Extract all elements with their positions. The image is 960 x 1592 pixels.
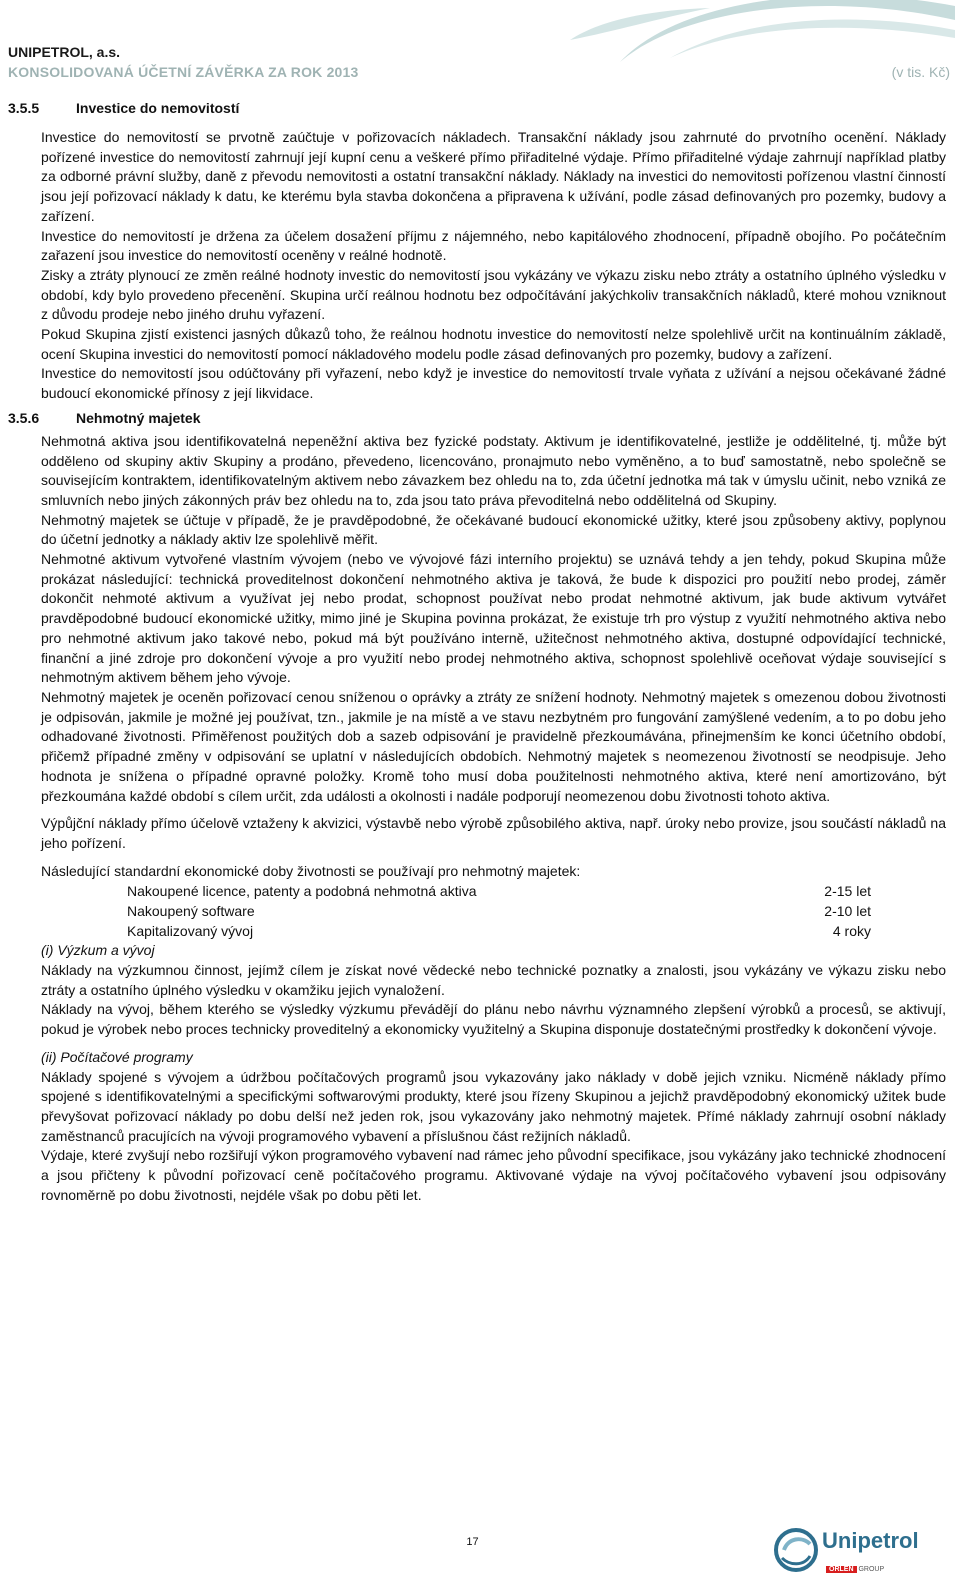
paragraph: Nehmotný majetek je oceněn pořizovací cenou sníženou o oprávky a ztráty ze snížení hodnoty. Nehmotný majetek s omezenou dobou životnosti je odpisován, jakmile je možné jej používat, tzn., jakmile je na místě a ve stavu nezbytném pro fungování zamýšlené vedením, a to po dobu jeho odhadované životnosti. Přiměřenost použitých dob a sazeb odpisování je pravidelně přezkoumávána, přinejmenším ke konci účetního období, přičemž případné změny v odpisování se uplatní v následujících obdobích. Nehmotný majetek s neomezenou životností se neodpisuje. Jeho hodnota je snížena o případné opravné položky. Kromě toho musí doba použitelnosti nehmotného aktiva, které není amortizováno, být přezkoumána každé období s cílem určit, zda události a okolnosti i nadále podporují neomezenou dobu životnosti tohoto aktiva.	[41, 688, 946, 804]
header-swoosh-graphic	[560, 0, 960, 70]
section-heading-3-5-5	[0, 98, 960, 118]
paragraph: Zisky a ztráty plynoucí ze změn reálné hodnoty investic do nemovitostí jsou vykázány ve výkazu zisku nebo ztráty a ostatního úplného výsledku v období, kdy bylo provedeno přecenění. Skupina určí reálnou hodnotu bez odpočítávání jakýchkoliv transakčních nákladů, které mohou vzniknout z důvodu prodeje nebo jiného druhu vyřazení.	[41, 266, 946, 323]
life-value: 4 roky	[832, 923, 871, 940]
section-3-5-6-text	[41, 432, 946, 881]
table-row	[127, 901, 871, 921]
company-name: UNIPETROL, a.s.	[8, 44, 121, 60]
section-title: Nehmotný majetek	[76, 409, 201, 426]
section-title: Investice do nemovitostí	[76, 100, 240, 116]
paragraph: Investice do nemovitostí je držena za účelem dosažení příjmu z nájemného, nebo kapitálového zhodnocení, případně obojího. Po počátečním zařazení jsou investice do nemovitostí oceněny v reálné hodnotě.	[41, 227, 946, 264]
paragraph: Náklady na výzkumnou činnost, jejímž cílem je získat nové vědecké nebo technické poznatky a znalosti, jsou vykázány ve výkazu zisku nebo ztráty a ostatního úplného výsledku v okamžiku jejich vynaložení.	[41, 962, 946, 998]
section-heading-3-5-6	[0, 408, 960, 428]
section-3-5-5-text	[41, 128, 946, 404]
group-label: GROUP	[858, 1566, 885, 1573]
page-number: 17	[466, 1536, 479, 1548]
paragraph: Nehmotná aktiva jsou identifikovatelná nepeněžní aktiva bez fyzické podstaty. Aktivum je identifikovatelné, jestliže je oddělitelné, tj. může být odděleno od skupiny aktiv Skupiny a prodáno, převedeno, licencováno, pronajmuto nebo vyměněno, a to buď samostatně, nebo společně se souvisejícím kontraktem, identifikovatelným aktivem nebo závazkem bez ohledu na to, zda účetní jednotka má tak v úmyslu učinit, nebo vzniká ze smluvních nebo jiných zákonných práv bez ohledu na to, zda jsou tato práva převoditelná nebo oddělitelná od Skupiny.	[41, 432, 946, 508]
life-label: Nakoupený software	[127, 903, 255, 920]
subsection-title: (i) Výzkum a vývoj	[41, 942, 155, 959]
paragraph: Nehmotné aktivum vytvořené vlastním vývojem (nebo ve vývojové fázi interního projektu) se uznává tehdy a jen tehdy, pokud Skupina může prokázat následující: technická proveditelnost dokončení nehmotného aktiva je taková, že bude k dispozici pro použití nebo prodej, záměr dokončit nehmoté aktivum a využívat jej nebo prodat, schopnost používat nebo prodat nehmotné aktivum, jak bude aktivum vytvářet pravděpodobné budoucí ekonomické užitky, mimo jiné je Skupina povinna prokázat, že existuje trh pro výstup z využití nehmotného aktiva nebo pro nehmotné aktivum jako takové nebo, pokud má být používáno interně, užitečnost nehmotného aktiva, dostupné odpovídající technické, finanční a jiné zdroje pro dokončení vývoje a pro využití nebo prodej nehmotného aktiva, schopnost spolehlivě oceňovat výdaje související s nehmotným aktivem během jeho vývoje.	[41, 551, 946, 686]
life-label: Nakoupené licence, patenty a podobná nehmotná aktiva	[127, 883, 477, 900]
document-body	[0, 88, 960, 1205]
useful-lives-table	[127, 881, 871, 941]
orlen-group-badge	[826, 1566, 884, 1573]
paragraph: Výdaje, které zvyšují nebo rozšiřují výkon programového vybavení nad rámec jeho původní specifikace, jsou vykázány jako technické zhodnocení a jsou přičteny k původní pořizovací ceně počítačového programu. Aktivované výdaje na vývoj počítačového vybavení jsou odpisovány rovnoměrně po dobu životnosti, nejdéle však po dobu pěti let.	[41, 1147, 946, 1203]
report-title: KONSOLIDOVANÁ ÚČETNÍ ZÁVĚRKA ZA ROK 2013	[8, 64, 359, 80]
subsection-research	[41, 941, 946, 1205]
paragraph: Investice do nemovitostí se prvotně zaúčtuje v pořizovacích nákladech. Transakční náklady jsou zahrnuté do prvotního ocenění. Náklady pořízené investice do nemovitostí zahrnují její kupní cenu a veškeré přímo přiřaditelné výdaje. Přímo přiřaditelné výdaje zahrnují například platby za odborné právní služby, daně z převodu nemovitosti a ostatní transakční náklady. Náklady na investici do nemovitosti pořízenou vlastní činností jsou její pořizovací náklady k datu, ke kterému byla stavba dokončena a připravena k užívání, podle zásad definovaných pro pozemky, budovy a zařízení.	[41, 129, 946, 224]
section-number: 3.5.6	[8, 409, 40, 426]
life-value: 2-10 let	[824, 903, 871, 920]
life-label: Kapitalizovaný vývoj	[127, 923, 254, 940]
section-number: 3.5.5	[8, 100, 40, 116]
lives-intro: Následující standardní ekonomické doby životnosti se používají pro nehmotný majetek:	[41, 862, 581, 879]
paragraph: Výpůjční náklady přímo účelově vztaženy k akvizici, výstavbě nebo výrobě způsobilého aktiva, např. úroky nebo provize, jsou součástí nákladů na jeho pořízení.	[41, 815, 946, 851]
life-value: 2-15 let	[824, 883, 871, 900]
table-row	[127, 921, 871, 941]
table-row	[127, 881, 871, 901]
paragraph: Nehmotný majetek se účtuje v případě, že je pravděpodobné, že očekávané budoucí ekonomické užitky, které jsou způsobeny aktivy, poplynou do účetní jednotky a náklady aktiv lze spolehlivě měřit.	[41, 511, 946, 548]
paragraph: Náklady na vývoj, během kterého se výsledky výzkumu převádějí do plánu nebo návrhu významného zlepšení výrobků a procesů, se aktivují, pokud je výrobek nebo proces technicky proveditelný a ekonomicky využitelný a Skupina disponuje dostatečnými prostředky k dokončení vývoje.	[41, 1001, 946, 1038]
paragraph: Náklady spojené s vývojem a údržbou počítačových programů jsou vykazovány jako náklady v době jejich vzniku. Nicméně náklady přímo spojené s identifikovatelnými a specifickými softwarovými produkty, které jsou řízeny Skupinou a jejichž pravděpodobný ekonomický užitek bude převyšovat pořizovací náklady po dobu delší než jeden rok, jsou vykazovány jako nehmotný majetek. Přímé náklady zahrnují osobní náklady zaměstnanců pracujících na vývoji programového vybavení a příslušnou část režijních nákladů.	[41, 1068, 946, 1144]
paragraph: Pokud Skupina zjistí existenci jasných důkazů toho, že reálnou hodnotu investice do nemovitostí nelze spolehlivě určit na kontinuálním základě, ocení Skupina investici do nemovitostí pomocí nákladového modelu podle zásad definovaných pro pozemky, budovy a zařízení.	[41, 326, 946, 362]
logo-wordmark: Unipetrol	[822, 1528, 919, 1553]
units-label: (v tis. Kč)	[891, 64, 950, 80]
orlen-label: ORLEN	[826, 1566, 857, 1573]
subsection-title: (ii) Počítačové programy	[41, 1048, 193, 1065]
paragraph: Investice do nemovitostí jsou odúčtovány při vyřazení, nebo když je investice do nemovitostí trvale vyňata z užívání a nejsou očekávané žádné budoucí ekonomické přínosy z její likvidace.	[41, 365, 946, 402]
